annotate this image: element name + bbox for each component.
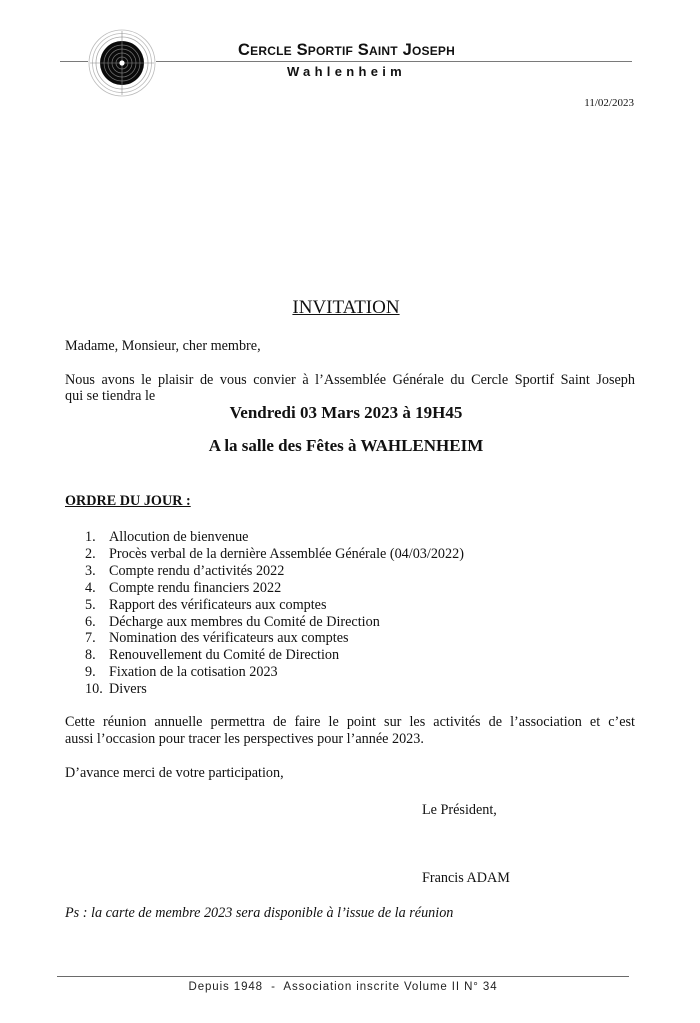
agenda-item-text: Fixation de la cotisation 2023: [109, 664, 278, 681]
agenda-item-text: Renouvellement du Comité de Direction: [109, 647, 340, 664]
agenda-item: [85, 563, 464, 580]
agenda-item-text: Divers: [109, 681, 147, 698]
agenda-item-number: 10.: [85, 681, 103, 698]
agenda-heading: ORDRE DU JOUR :: [65, 493, 191, 509]
agenda-item-number: 1.: [85, 529, 96, 545]
agenda-item-text: Compte rendu financiers 2022: [109, 579, 282, 596]
agenda-item-text: Rapport des vérificateurs aux comptes: [109, 596, 327, 613]
agenda-item-text: Procès verbal de la dernière Assemblée Générale (04/03/2022): [109, 545, 464, 562]
agenda-item-text: Décharge aux membres du Comité de Direction: [109, 613, 380, 630]
intro-line-2: qui se tiendra le: [65, 388, 156, 404]
signature-role: Le Président,: [422, 802, 497, 818]
agenda-item-text: Nomination des vérificateurs aux comptes: [109, 630, 349, 647]
signature-name: Francis ADAM: [422, 870, 510, 886]
postscript: Ps : la carte de membre 2023 sera disponible à l’issue de la réunion: [65, 905, 454, 921]
agenda-item-number: 4.: [85, 579, 96, 596]
club-name: Cercle Sportif Saint Joseph: [238, 41, 455, 59]
agenda-item: [85, 630, 464, 647]
intro-line-1: Nous avons le plaisir de vous convier à l’Assemblée Générale du Cercle Sportif Saint Joseph: [65, 372, 635, 388]
agenda-item-number: 5.: [85, 596, 96, 613]
agenda-item: [85, 614, 464, 631]
club-town: Wahlenheim: [286, 64, 407, 79]
footer-text: Depuis 1948 - Association inscrite Volume II N° 34: [188, 981, 498, 993]
closing-line-1: Cette réunion annuelle permettra de faire le point sur les activités de l’association et c’est: [65, 714, 635, 730]
agenda-list: [85, 529, 464, 698]
agenda-item: [85, 681, 464, 698]
event-place: A la salle des Fêtes à WAHLENHEIM: [208, 436, 484, 455]
thanks: D’avance merci de votre participation,: [65, 765, 284, 781]
agenda-item: [85, 580, 464, 597]
agenda-item: [85, 546, 464, 563]
agenda-item-number: 2.: [85, 545, 96, 562]
agenda-item-number: 7.: [85, 630, 96, 647]
letter-title: INVITATION: [292, 297, 400, 318]
agenda-item-text: Allocution de bienvenue: [109, 529, 249, 545]
agenda-item: [85, 597, 464, 614]
agenda-item: [85, 647, 464, 664]
event-date: Vendredi 03 Mars 2023 à 19H45: [229, 403, 463, 422]
letter-date: 11/02/2023: [584, 97, 634, 109]
agenda-item-number: 6.: [85, 613, 96, 630]
shooting-target-icon: [88, 29, 156, 97]
agenda-item: [85, 664, 464, 681]
salutation: Madame, Monsieur, cher membre,: [65, 338, 261, 354]
agenda-item-text: Compte rendu d’activités 2022: [109, 562, 285, 579]
agenda-item-number: 3.: [85, 562, 96, 579]
footer-rule: [57, 976, 629, 977]
agenda-item: [85, 529, 464, 546]
agenda-item-number: 9.: [85, 664, 96, 681]
closing-line-2: aussi l’occasion pour tracer les perspectives pour l’année 2023.: [65, 731, 424, 747]
agenda-item-number: 8.: [85, 647, 96, 664]
